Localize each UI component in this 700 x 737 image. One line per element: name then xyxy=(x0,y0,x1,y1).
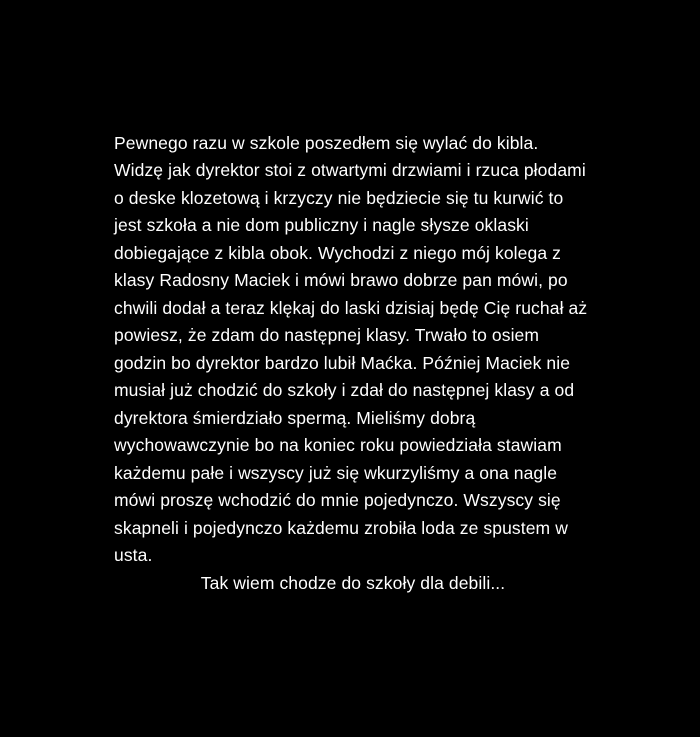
closing-line: Tak wiem chodze do szkoły dla debili... xyxy=(200,572,506,593)
body-paragraph: Pewnego razu w szkole poszedłem się wylać do kibla. Widzę jak dyrektor stoi z otwartymi drzwiami i rzuca płodami o deske klozetową i krzyczy nie będziecie się tu kurwić to jest szkoła a nie dom publiczny i nagle słysze oklaski dobiegające z kibla obok. Wychodzi z niego mój kolega z klasy Radosny Maciek i mówi brawo dobrze pan mówi, po chwili dodał a teraz klękaj do laski dzisiaj będę Cię ruchał aż powiesz, że zdam do następnej klasy. Trwało to osiem godzin bo dyrektor bardzo lubił Maćka. Później Maciek nie musiał już chodzić do szkoły i zdał do następnej klasy a od dyrektora śmierdziało spermą. Mieliśmy dobrą wychowawczynie bo na koniec roku powiedziała stawiam każdemu pałe i wszyscy już się wkurzyliśmy a ona nagle mówi proszę wchodzić do mnie pojedynczo. Wszyscy się skapneli i pojedynczo każdemu zrobiła loda ze spustem w usta. xyxy=(114,132,588,565)
